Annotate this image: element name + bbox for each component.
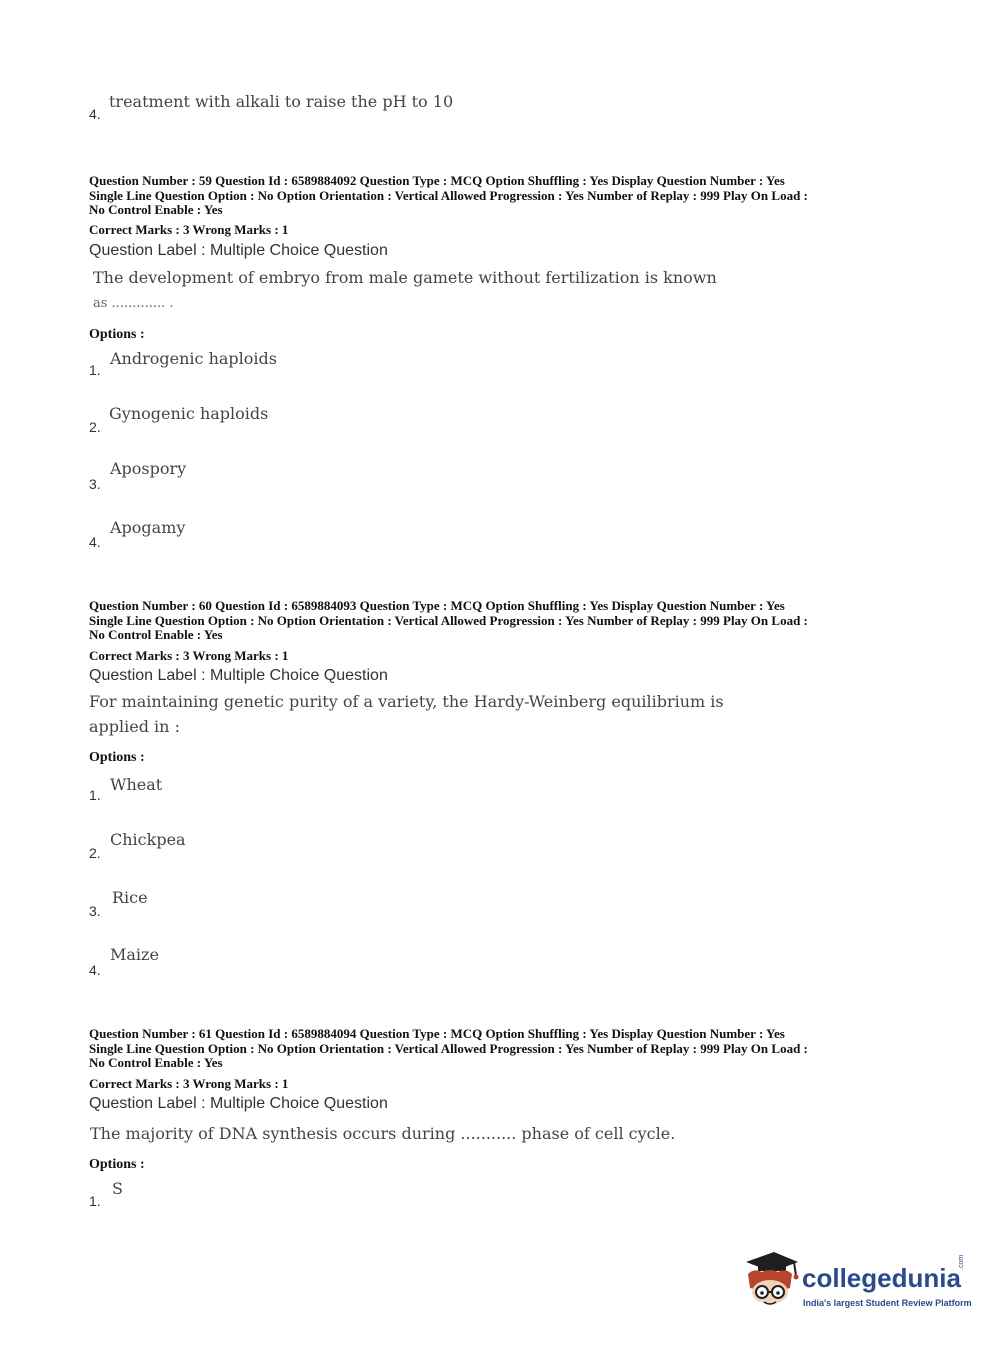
- meta-line: Single Line Question Option : No Option Orientation : Vertical Allowed Progression : Yes Number of Replay : 999 Play On Load :: [89, 612, 808, 628]
- option-number: 2.: [89, 845, 101, 861]
- option-text: Wheat: [110, 775, 163, 794]
- meta-line: Single Line Question Option : No Option Orientation : Vertical Allowed Progression : Yes Number of Replay : 999 Play On Load :: [89, 187, 808, 203]
- question-text-cont: as ............. .: [93, 296, 174, 311]
- question-label: Question Label : Multiple Choice Question: [89, 667, 388, 684]
- question-text: For maintaining genetic purity of a variety, the Hardy-Weinberg equilibrium is: [89, 692, 724, 711]
- option-text: Rice: [112, 888, 148, 907]
- question-text-cont: applied in :: [89, 717, 180, 736]
- meta-line: Question Number : 61 Question Id : 6589884094 Question Type : MCQ Option Shuffling : Yes Display Question Number : Yes: [89, 1026, 785, 1041]
- options-heading: Options :: [89, 327, 145, 342]
- option-text: treatment with alkali to raise the pH to 10: [109, 92, 454, 111]
- meta-line: No Control Enable : Yes: [89, 627, 223, 642]
- meta-line: Question Number : 59 Question Id : 6589884092 Question Type : MCQ Option Shuffling : Yes Display Question Number : Yes: [89, 173, 785, 188]
- option-text: Maize: [110, 945, 159, 964]
- meta-line: No Control Enable : Yes: [89, 1055, 223, 1070]
- mascot-graduation-cap-icon: [740, 1248, 802, 1310]
- option-number: 4.: [89, 106, 101, 122]
- option-number: 4.: [89, 534, 101, 550]
- meta-line: Question Number : 60 Question Id : 6589884093 Question Type : MCQ Option Shuffling : Yes Display Question Number : Yes: [89, 598, 785, 613]
- option-number: 1.: [89, 362, 101, 378]
- option-text: Gynogenic haploids: [109, 404, 269, 423]
- meta-line: No Control Enable : Yes: [89, 202, 223, 217]
- option-text: Androgenic haploids: [110, 349, 277, 368]
- option-text: S: [112, 1179, 123, 1198]
- logo-wordmark: collegedunia: [802, 1263, 961, 1293]
- option-number: 3.: [89, 476, 101, 492]
- options-heading: Options :: [89, 750, 145, 765]
- meta-line: Single Line Question Option : No Option Orientation : Vertical Allowed Progression : Yes Number of Replay : 999 Play On Load :: [89, 1040, 808, 1056]
- option-number: 4.: [89, 962, 101, 978]
- options-heading: Options :: [89, 1157, 145, 1172]
- logo-com: .com: [958, 1254, 965, 1270]
- option-text: Chickpea: [110, 830, 186, 849]
- marks-line: Correct Marks : 3 Wrong Marks : 1: [89, 648, 289, 663]
- question-text: The development of embryo from male gamete without fertilization is known: [93, 268, 717, 287]
- option-text: Apogamy: [110, 518, 186, 537]
- question-meta: [89, 599, 919, 643]
- option-number: 1.: [89, 787, 101, 803]
- question-label: Question Label : Multiple Choice Question: [89, 1095, 388, 1112]
- marks-line: Correct Marks : 3 Wrong Marks : 1: [89, 1076, 289, 1091]
- option-number: 1.: [89, 1193, 101, 1209]
- question-meta: [89, 174, 919, 218]
- question-label: Question Label : Multiple Choice Question: [89, 242, 388, 259]
- option-text: Apospory: [110, 459, 187, 478]
- question-text: The majority of DNA synthesis occurs during ........... phase of cell cycle.: [90, 1124, 676, 1143]
- question-meta: [89, 1027, 919, 1071]
- option-number: 3.: [89, 903, 101, 919]
- logo-tagline: India's largest Student Review Platform: [803, 1298, 972, 1308]
- option-number: 2.: [89, 419, 101, 435]
- marks-line: Correct Marks : 3 Wrong Marks : 1: [89, 222, 289, 237]
